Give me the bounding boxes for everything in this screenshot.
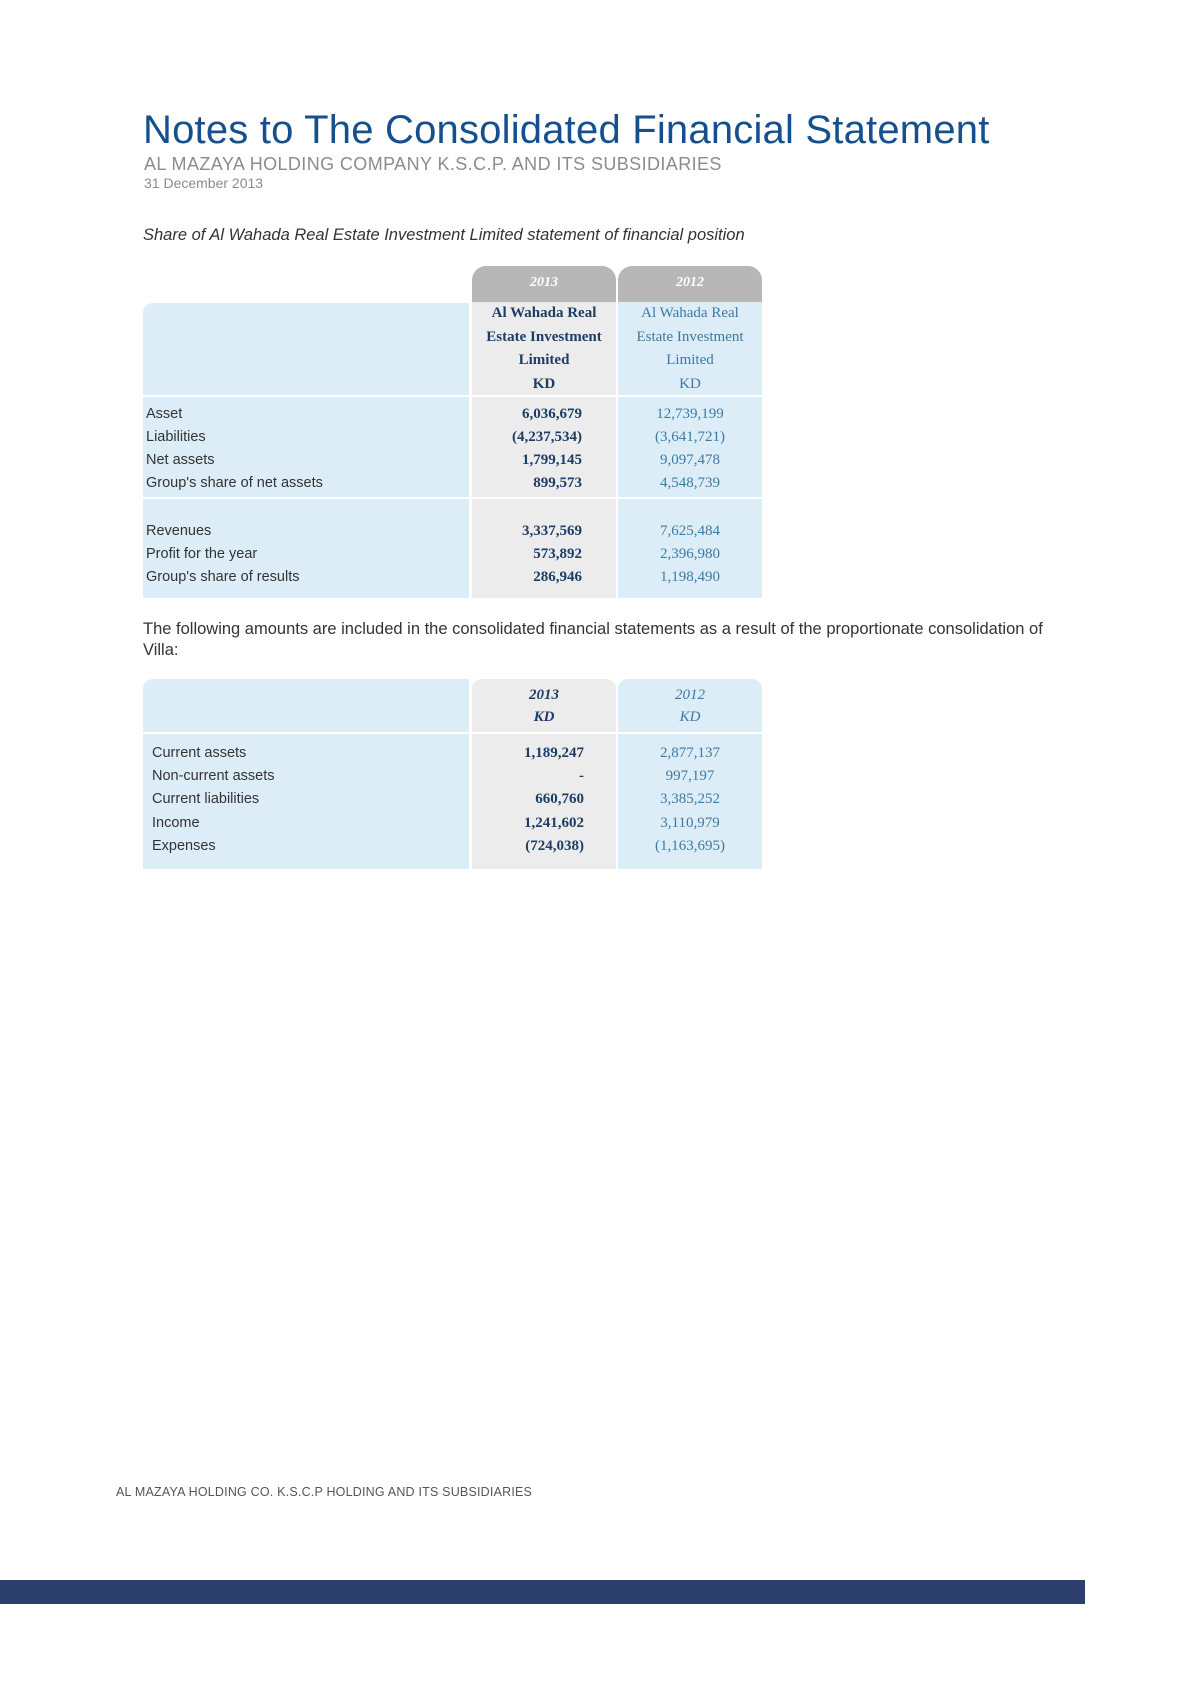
table2-unit-2012: KD bbox=[679, 709, 701, 725]
t2-label-non-current-assets: Non-current assets bbox=[152, 768, 275, 784]
row-label-asset: Asset bbox=[146, 406, 183, 422]
page-title: Notes to The Consolidated Financial Statement bbox=[143, 108, 990, 152]
t2-label-expenses: Expenses bbox=[152, 838, 216, 854]
table1-h13-line4: KD bbox=[532, 375, 556, 392]
table1-caption: Share of Al Wahada Real Estate Investment Limited statement of financial position bbox=[143, 226, 745, 244]
t2-label-income: Income bbox=[152, 815, 200, 831]
t2-2013-non-current-assets: - bbox=[579, 768, 584, 784]
table1-h12-line3: Limited bbox=[666, 352, 714, 368]
row-label-net-assets: Net assets bbox=[146, 452, 215, 468]
table2-col-2013-header bbox=[472, 679, 616, 732]
val-2012-liabilities: (3,641,721) bbox=[655, 429, 725, 445]
val-2013-asset: 6,036,679 bbox=[522, 406, 582, 422]
row-label-group-share-net-assets: Group's share of net assets bbox=[146, 475, 323, 491]
table1-h13-line2: Estate Investment bbox=[486, 328, 602, 345]
row-label-group-share-results: Group's share of results bbox=[146, 569, 300, 585]
row-label-liabilities: Liabilities bbox=[146, 429, 206, 445]
val-2012-group-share-results: 1,198,490 bbox=[660, 569, 720, 585]
t2-2012-expenses: (1,163,695) bbox=[655, 838, 725, 854]
statement-date: 31 December 2013 bbox=[144, 175, 264, 191]
val-2012-profit-year: 2,396,980 bbox=[660, 546, 720, 562]
t2-2012-current-liabilities: 3,385,252 bbox=[660, 791, 720, 807]
table1-h12-line1: Al Wahada Real bbox=[641, 305, 739, 321]
val-2013-group-share-net-assets: 899,573 bbox=[533, 475, 582, 491]
t2-2013-expenses: (724,038) bbox=[525, 838, 584, 854]
t2-2012-current-assets: 2,877,137 bbox=[660, 745, 720, 761]
company-name: AL MAZAYA HOLDING COMPANY K.S.C.P. AND ITS SUBSIDIARIES bbox=[144, 154, 722, 174]
t2-2012-income: 3,110,979 bbox=[660, 815, 720, 831]
table1-h12-line2: Estate Investment bbox=[636, 328, 744, 345]
val-2013-net-assets: 1,799,145 bbox=[522, 452, 582, 468]
table1-h13-line1: Al Wahada Real bbox=[491, 305, 597, 321]
table1-h13-line3: Limited bbox=[518, 352, 570, 368]
villa-paragraph: The following amounts are included in the consolidated financial statements as a result of the proportionate consolidation of Villa: bbox=[143, 620, 1043, 659]
table1-h12-line4: KD bbox=[679, 375, 701, 392]
table1-year-2012: 2012 bbox=[676, 275, 704, 290]
table2-unit-2013: KD bbox=[533, 709, 555, 725]
t2-2013-income: 1,241,602 bbox=[524, 815, 584, 831]
val-2012-revenues: 7,625,484 bbox=[660, 523, 720, 539]
t2-2013-current-assets: 1,189,247 bbox=[524, 745, 584, 761]
val-2012-net-assets: 9,097,478 bbox=[660, 452, 720, 468]
row-label-profit-year: Profit for the year bbox=[146, 546, 258, 562]
table2-col-2012-header bbox=[618, 679, 762, 732]
val-2013-group-share-results: 286,946 bbox=[533, 569, 582, 585]
table2-year-2012: 2012 bbox=[675, 687, 705, 703]
row-label-revenues: Revenues bbox=[146, 523, 212, 539]
val-2013-profit-year: 573,892 bbox=[533, 546, 582, 562]
val-2013-revenues: 3,337,569 bbox=[522, 523, 582, 539]
footer-bar bbox=[0, 1580, 1085, 1604]
table1-year-2013: 2013 bbox=[530, 275, 558, 290]
table2-year-2013: 2013 bbox=[529, 687, 559, 703]
val-2012-group-share-net-assets: 4,548,739 bbox=[660, 475, 720, 491]
footer-company: AL MAZAYA HOLDING CO. K.S.C.P HOLDING AND ITS SUBSIDIARIES bbox=[116, 1485, 533, 1499]
t2-2012-non-current-assets: 997,197 bbox=[665, 768, 715, 784]
t2-label-current-liabilities: Current liabilities bbox=[152, 791, 260, 807]
t2-label-current-assets: Current assets bbox=[152, 745, 247, 761]
table2-label-header-bg bbox=[143, 679, 469, 732]
t2-2013-current-liabilities: 660,760 bbox=[535, 791, 584, 807]
val-2012-asset: 12,739,199 bbox=[656, 406, 724, 422]
val-2013-liabilities: (4,237,534) bbox=[512, 429, 582, 445]
